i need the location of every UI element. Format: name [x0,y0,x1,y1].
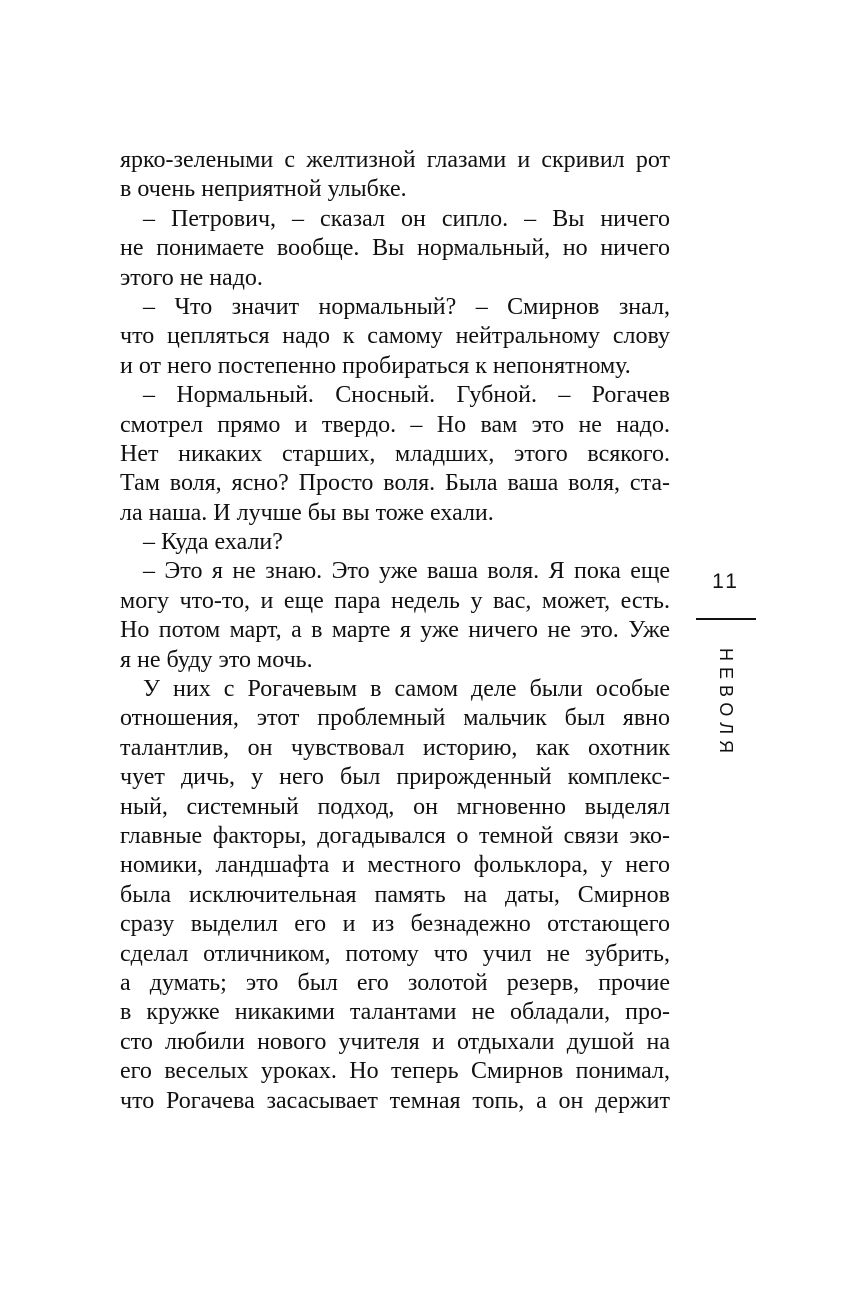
text-line: У них с Рогачевым в самом деле были особые [143,676,670,703]
text-line: смотрел прямо и твердо. – Но вам это не надо. [120,411,670,438]
text-line: что Рогачева засасывает темная топь, а он держит [120,1087,670,1114]
text-line: отношения, этот проблемный мальчик был явно [120,705,670,732]
text-line: в кружке никакими талантами не обладали, про- [120,999,670,1026]
header-divider [696,618,756,620]
text-line: его веселых уроках. Но теперь Смирнов понимал, [120,1058,670,1085]
text-line: ный, системный подход, он мгновенно выделял [120,793,670,820]
text-line: Там воля, ясно? Просто воля. Была ваша воля, ста- [120,470,670,497]
page-number: 11 [712,570,740,593]
text-line: в очень неприятной улыбке. [120,176,407,203]
text-line: ла наша. И лучше бы вы тоже ехали. [120,499,494,526]
text-line: я не буду это мочь. [120,646,313,673]
text-line: не понимаете вообще. Вы нормальный, но ничего [120,235,670,262]
text-line: номики, ландшафта и местного фольклора, у него [120,852,670,879]
text-line: – Куда ехали? [143,529,283,556]
text-line: а думать; это был его золотой резерв, прочие [120,969,670,996]
text-line: ярко-зелеными с желтизной глазами и скривил рот [120,147,670,173]
text-line: – Что значит нормальный? – Смирнов знал, [143,293,670,320]
text-line: сделал отличником, потому что учил не зубрить, [120,940,670,967]
text-line: талантлив, он чувствовал историю, как охотник [120,734,670,761]
text-line: – Петрович, – сказал он сипло. – Вы ничего [143,205,670,232]
text-line: Нет никаких старших, младших, этого всякого. [120,440,670,467]
body-text [120,146,670,1116]
running-title: НЕВОЛЯ [716,648,736,760]
text-line: сто любили нового учителя и отдыхали душой на [120,1028,670,1055]
text-line: – Нормальный. Сносный. Губной. – Рогачев [143,382,670,409]
text-line: Но потом март, а в марте я уже ничего не это. Уже [120,617,670,644]
text-line: что цепляться надо к самому нейтральному слову [120,323,670,350]
text-line: этого не надо. [120,264,263,291]
text-line: чует дичь, у него был прирожденный комплекс- [120,764,670,791]
text-line: – Это я не знаю. Это уже ваша воля. Я пока еще [143,558,670,585]
text-line: и от него постепенно пробираться к непонятному. [120,352,631,379]
text-line: была исключительная память на даты, Смирнов [120,881,670,908]
text-line: главные факторы, догадывался о темной связи эко- [120,822,670,849]
text-line: могу что-то, и еще пара недель у вас, может, есть. [120,587,670,614]
text-line: сразу выделил его и из безнадежно отстающего [120,911,670,938]
